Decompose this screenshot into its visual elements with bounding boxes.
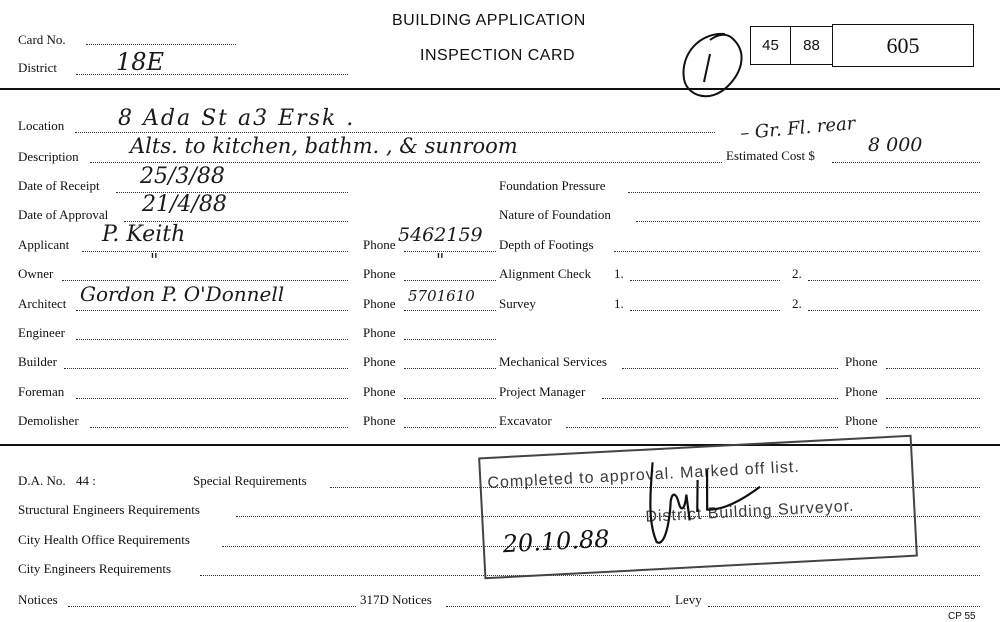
applicant-label: Applicant xyxy=(18,237,70,252)
engineer-label: Engineer xyxy=(18,325,65,340)
card-box-b: 88 xyxy=(790,26,832,65)
stamp-line1: Completed to approval. Marked off list. xyxy=(487,458,801,492)
survey-2-line xyxy=(808,310,980,311)
demolisher-label: Demolisher xyxy=(18,413,79,428)
applicant-phone-label: Phone xyxy=(363,237,396,252)
card-number-box xyxy=(832,24,974,67)
depth-footings-label: Depth of Footings xyxy=(499,237,594,252)
owner-value[interactable]: " xyxy=(150,250,159,271)
excavator-line xyxy=(566,427,838,428)
engineer-phone-label: Phone xyxy=(363,325,396,340)
levy-line xyxy=(708,606,980,607)
location-line xyxy=(75,132,715,133)
mechanical-line xyxy=(622,368,838,369)
notices-line xyxy=(68,606,356,607)
project-manager-label: Project Manager xyxy=(499,384,586,399)
stamp-date: 20.10.88 xyxy=(501,524,611,559)
foreman-phone-label: Phone xyxy=(363,384,396,399)
nature-foundation-label: Nature of Foundation xyxy=(499,207,611,222)
estimated-cost-label: Estimated Cost $ xyxy=(726,148,815,163)
owner-phone-label: Phone xyxy=(363,266,396,281)
header-divider xyxy=(0,88,1000,90)
mechanical-phone-label: Phone xyxy=(845,354,878,369)
card-number: 605 xyxy=(886,32,920,58)
applicant-phone-value[interactable]: 5462159 xyxy=(398,224,483,246)
foreman-line xyxy=(76,398,348,399)
card-no-line xyxy=(86,44,236,45)
architect-phone-line xyxy=(404,310,496,311)
owner-phone-line xyxy=(404,280,496,281)
applicant-value[interactable]: P. Keith xyxy=(102,222,186,247)
notices-317-line xyxy=(446,606,670,607)
demolisher-phone-line xyxy=(404,427,496,428)
owner-line xyxy=(62,280,348,281)
description-extra: – Gr. Fl. rear xyxy=(739,113,857,144)
survey-label: Survey xyxy=(499,296,536,311)
builder-line xyxy=(64,368,348,369)
description-line xyxy=(90,162,722,163)
applicant-phone-line xyxy=(404,251,496,252)
handwritten-circle-mark xyxy=(670,24,760,108)
card-no-label: Card No. xyxy=(18,32,66,47)
foundation-pressure-line xyxy=(628,192,980,193)
architect-phone-value[interactable]: 5701610 xyxy=(408,287,475,305)
owner-phone-value[interactable]: " xyxy=(436,250,445,271)
alignment-check-2-label: 2. xyxy=(792,266,802,281)
description-value[interactable]: Alts. to kitchen, bathm. , & sunroom xyxy=(130,134,518,158)
estimated-cost-value[interactable]: 8 000 xyxy=(868,134,923,156)
builder-phone-line xyxy=(404,368,496,369)
builder-label: Builder xyxy=(18,354,57,369)
da-no-label: D.A. No. xyxy=(18,473,66,488)
approval-stamp xyxy=(478,435,918,580)
special-req-label: Special Requirements xyxy=(193,473,307,488)
alignment-check-1-label: 1. xyxy=(614,266,624,281)
alignment-check-2-line xyxy=(808,280,980,281)
estimated-cost-line xyxy=(832,162,980,163)
form-subtitle: INSPECTION CARD xyxy=(420,47,576,64)
signature-icon xyxy=(630,447,765,554)
excavator-phone-line xyxy=(886,427,980,428)
district-value[interactable]: 18E xyxy=(116,48,165,76)
notices-317-label: 317D Notices xyxy=(360,592,432,607)
alignment-check-label: Alignment Check xyxy=(499,266,592,281)
notices-label: Notices xyxy=(18,592,58,607)
foreman-label: Foreman xyxy=(18,384,65,399)
builder-phone-label: Phone xyxy=(363,354,396,369)
alignment-check-1-line xyxy=(630,280,780,281)
mechanical-label: Mechanical Services xyxy=(499,354,607,369)
demolisher-line xyxy=(90,427,348,428)
depth-footings-line xyxy=(614,251,980,252)
demolisher-phone-label: Phone xyxy=(363,413,396,428)
form-code: CP 55 xyxy=(948,611,976,622)
project-manager-line xyxy=(602,398,838,399)
structural-label: Structural Engineers Requirements xyxy=(18,502,200,517)
city-eng-label: City Engineers Requirements xyxy=(18,561,172,576)
architect-label: Architect xyxy=(18,296,67,311)
date-approval-value[interactable]: 21/4/88 xyxy=(142,192,227,217)
stamp-line2: District Building Surveyor. xyxy=(645,497,855,526)
date-approval-label: Date of Approval xyxy=(18,207,109,222)
project-manager-phone-line xyxy=(886,398,980,399)
district-label: District xyxy=(18,60,57,75)
city-eng-line xyxy=(200,575,980,576)
card-box-a: 45 xyxy=(750,26,790,65)
nature-foundation-line xyxy=(636,221,980,222)
date-receipt-label: Date of Receipt xyxy=(18,178,100,193)
excavator-phone-label: Phone xyxy=(845,413,878,428)
applicant-line xyxy=(82,251,348,252)
owner-label: Owner xyxy=(18,266,54,281)
survey-1-line xyxy=(630,310,780,311)
survey-2-label: 2. xyxy=(792,296,802,311)
project-manager-phone-label: Phone xyxy=(845,384,878,399)
architect-line xyxy=(76,310,348,311)
architect-phone-label: Phone xyxy=(363,296,396,311)
engineer-phone-line xyxy=(404,339,496,340)
form-title: BUILDING APPLICATION xyxy=(392,12,586,29)
levy-label: Levy xyxy=(675,592,702,607)
description-label: Description xyxy=(18,149,79,164)
foreman-phone-line xyxy=(404,398,496,399)
survey-1-label: 1. xyxy=(614,296,624,311)
engineer-line xyxy=(76,339,348,340)
health-label: City Health Office Requirements xyxy=(18,532,190,547)
mechanical-phone-line xyxy=(886,368,980,369)
excavator-label: Excavator xyxy=(499,413,552,428)
location-label: Location xyxy=(18,118,65,133)
architect-value[interactable]: Gordon P. O'Donnell xyxy=(80,282,285,306)
date-receipt-value[interactable]: 25/3/88 xyxy=(140,164,225,189)
da-no-value: 44 : xyxy=(76,473,96,488)
location-value[interactable]: 8 Ada St a3 Ersk . xyxy=(118,106,356,131)
foundation-pressure-label: Foundation Pressure xyxy=(499,178,606,193)
